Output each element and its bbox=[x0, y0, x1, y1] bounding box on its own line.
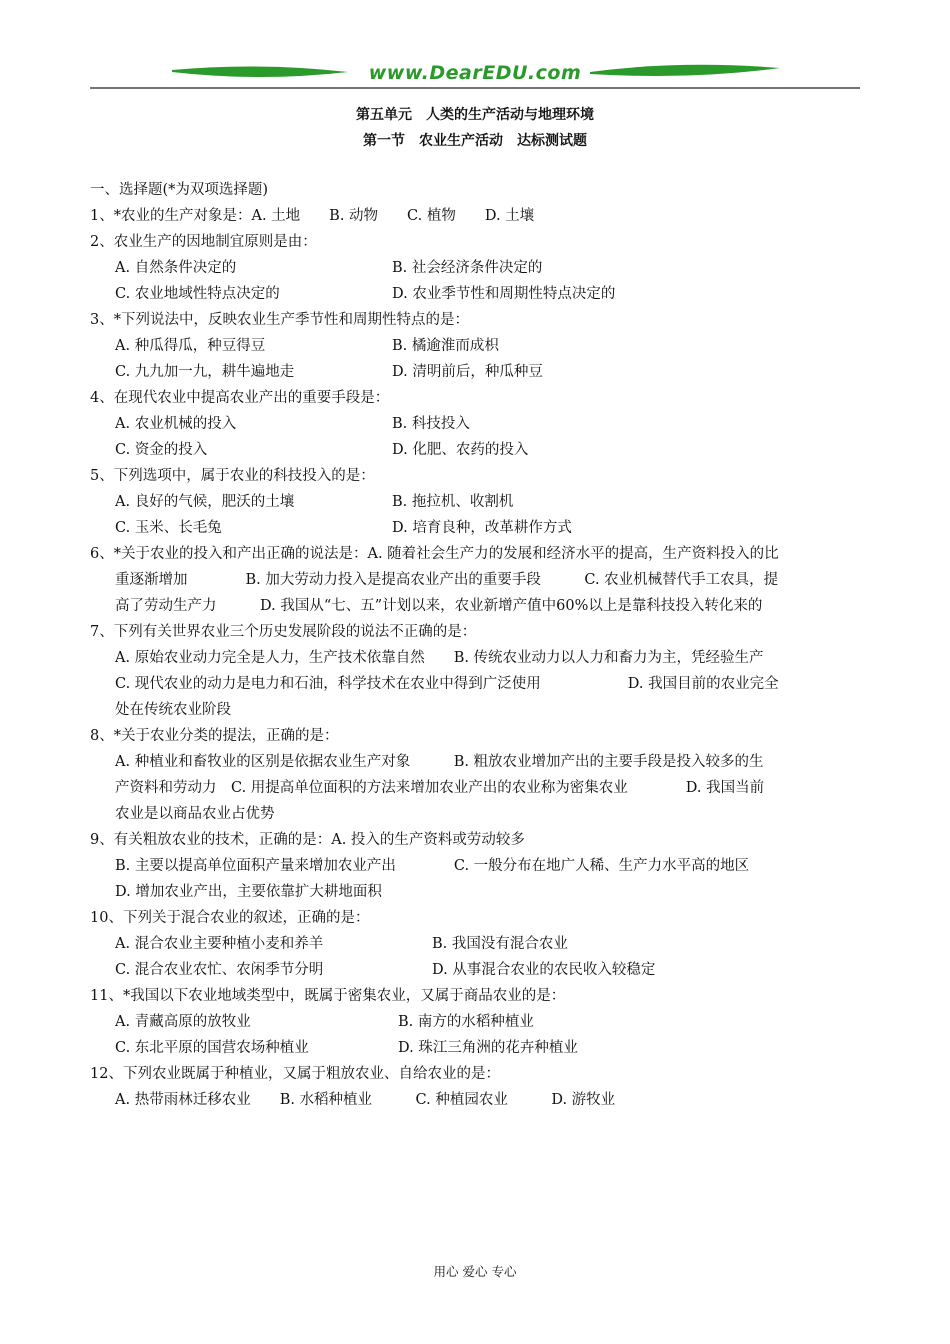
q10-option-a: A. 混合农业主要种植小麦和养羊 bbox=[115, 936, 324, 952]
q3-option-c: C. 九九加一九，耕牛遍地走 bbox=[115, 364, 295, 380]
question-2: 2、农业生产的因地制宜原则是由： bbox=[90, 234, 317, 250]
q2-option-d: D. 农业季节性和周期性特点决定的 bbox=[392, 286, 616, 302]
site-header bbox=[90, 58, 860, 90]
question-7-cont: 处在传统农业阶段 bbox=[115, 702, 231, 718]
question-1: 1、*农业的生产对象是：A. 土地 B. 动物 C. 植物 D. 土壤 bbox=[90, 208, 535, 224]
section-title: 第一节 农业生产活动 达标测试题 bbox=[363, 133, 587, 149]
question-12: 12、下列农业既属于种植业，又属于粗放农业、自给农业的是： bbox=[90, 1066, 500, 1082]
question-3: 3、*下列说法中，反映农业生产季节性和周期性特点的是： bbox=[90, 312, 469, 328]
q5-option-c: C. 玉米、长毛兔 bbox=[115, 520, 222, 536]
question-4: 4、在现代农业中提高农业产出的重要手段是： bbox=[90, 390, 390, 406]
q5-option-b: B. 拖拉机、收割机 bbox=[392, 494, 514, 510]
question-10: 10、下列关于混合农业的叙述，正确的是： bbox=[90, 910, 370, 926]
q11-option-c: C. 东北平原的国营农场种植业 bbox=[115, 1040, 309, 1056]
q10-option-b: B. 我国没有混合农业 bbox=[432, 936, 568, 952]
q10-option-c: C. 混合农业农忙、农闲季节分明 bbox=[115, 962, 324, 978]
q11-option-d: D. 珠江三角洲的花卉种植业 bbox=[398, 1040, 578, 1056]
q11-option-a: A. 青藏高原的放牧业 bbox=[115, 1014, 251, 1030]
question-8: 8、*关于农业分类的提法，正确的是： bbox=[90, 728, 339, 744]
q5-option-d: D. 培育良种，改革耕作方式 bbox=[392, 520, 572, 536]
q11-option-b: B. 南方的水稻种植业 bbox=[398, 1014, 534, 1030]
q4-option-b: B. 科技投入 bbox=[392, 416, 470, 432]
site-logo-text[interactable]: www.DearEDU.com bbox=[368, 62, 582, 84]
question-7-cont: C. 现代农业的动力是电力和石油，科学技术在农业中得到广泛使用 D. 我国目前的农业完全 bbox=[115, 676, 779, 692]
question-6: 6、*关于农业的投入和产出正确的说法是：A. 随着社会生产力的发展和经济水平的提高，生产资料投入的比 bbox=[90, 546, 779, 562]
q3-option-b: B. 橘逾淮而成枳 bbox=[392, 338, 499, 354]
question-5: 5、下列选项中，属于农业的科技投入的是： bbox=[90, 468, 375, 484]
question-7-cont: A. 原始农业动力完全是人力，生产技术依靠自然 B. 传统农业动力以人力和畜力为主，凭经验生产 bbox=[115, 650, 764, 666]
section-heading: 一、选择题(*为双项选择题) bbox=[90, 182, 269, 198]
q3-option-d: D. 清明前后，种瓜种豆 bbox=[392, 364, 543, 380]
q10-option-d: D. 从事混合农业的农民收入较稳定 bbox=[432, 962, 656, 978]
q4-option-c: C. 资金的投入 bbox=[115, 442, 208, 458]
question-11: 11、*我国以下农业地域类型中，既属于密集农业，又属于商品农业的是： bbox=[90, 988, 566, 1004]
question-8-cont: 农业是以商品农业占优势 bbox=[115, 806, 275, 822]
q2-option-b: B. 社会经济条件决定的 bbox=[392, 260, 543, 276]
q5-option-a: A. 良好的气候，肥沃的土壤 bbox=[115, 494, 295, 510]
q2-option-c: C. 农业地域性特点决定的 bbox=[115, 286, 280, 302]
q4-option-a: A. 农业机械的投入 bbox=[115, 416, 237, 432]
question-9-cont: B. 主要以提高单位面积产量来增加农业产出 C. 一般分布在地广人稀、生产力水平高的地区 bbox=[115, 858, 750, 874]
q12-options: A. 热带雨林迁移农业 B. 水稻种植业 C. 种植园农业 D. 游牧业 bbox=[115, 1092, 616, 1108]
question-8-cont: A. 种植业和畜牧业的区别是依据农业生产对象 B. 粗放农业增加产出的主要手段是投入较多的生 bbox=[115, 754, 764, 770]
question-6-cont: 高了劳动生产力 D. 我国从“七、五”计划以来，农业新增产值中60%以上是靠科技投入转化来的 bbox=[115, 598, 763, 614]
q3-option-a: A. 种瓜得瓜，种豆得豆 bbox=[115, 338, 266, 354]
question-7: 7、下列有关世界农业三个历史发展阶段的说法不正确的是： bbox=[90, 624, 477, 640]
q4-option-d: D. 化肥、农药的投入 bbox=[392, 442, 529, 458]
page-footer: 用心 爱心 专心 bbox=[433, 1264, 517, 1279]
question-9-cont: D. 增加农业产出，主要依靠扩大耕地面积 bbox=[115, 884, 382, 900]
question-8-cont: 产资料和劳动力 C. 用提高单位面积的方法来增加农业产出的农业称为密集农业 D. 我国当前 bbox=[115, 780, 765, 796]
question-6-cont: 重逐渐增加 B. 加大劳动力投入是提高农业产出的重要手段 C. 农业机械替代手工农具，提 bbox=[115, 572, 779, 588]
q2-option-a: A. 自然条件决定的 bbox=[115, 260, 237, 276]
unit-title: 第五单元 人类的生产活动与地理环境 bbox=[356, 107, 594, 123]
question-9: 9、有关粗放农业的技术，正确的是：A. 投入的生产资料或劳动较多 bbox=[90, 832, 525, 848]
